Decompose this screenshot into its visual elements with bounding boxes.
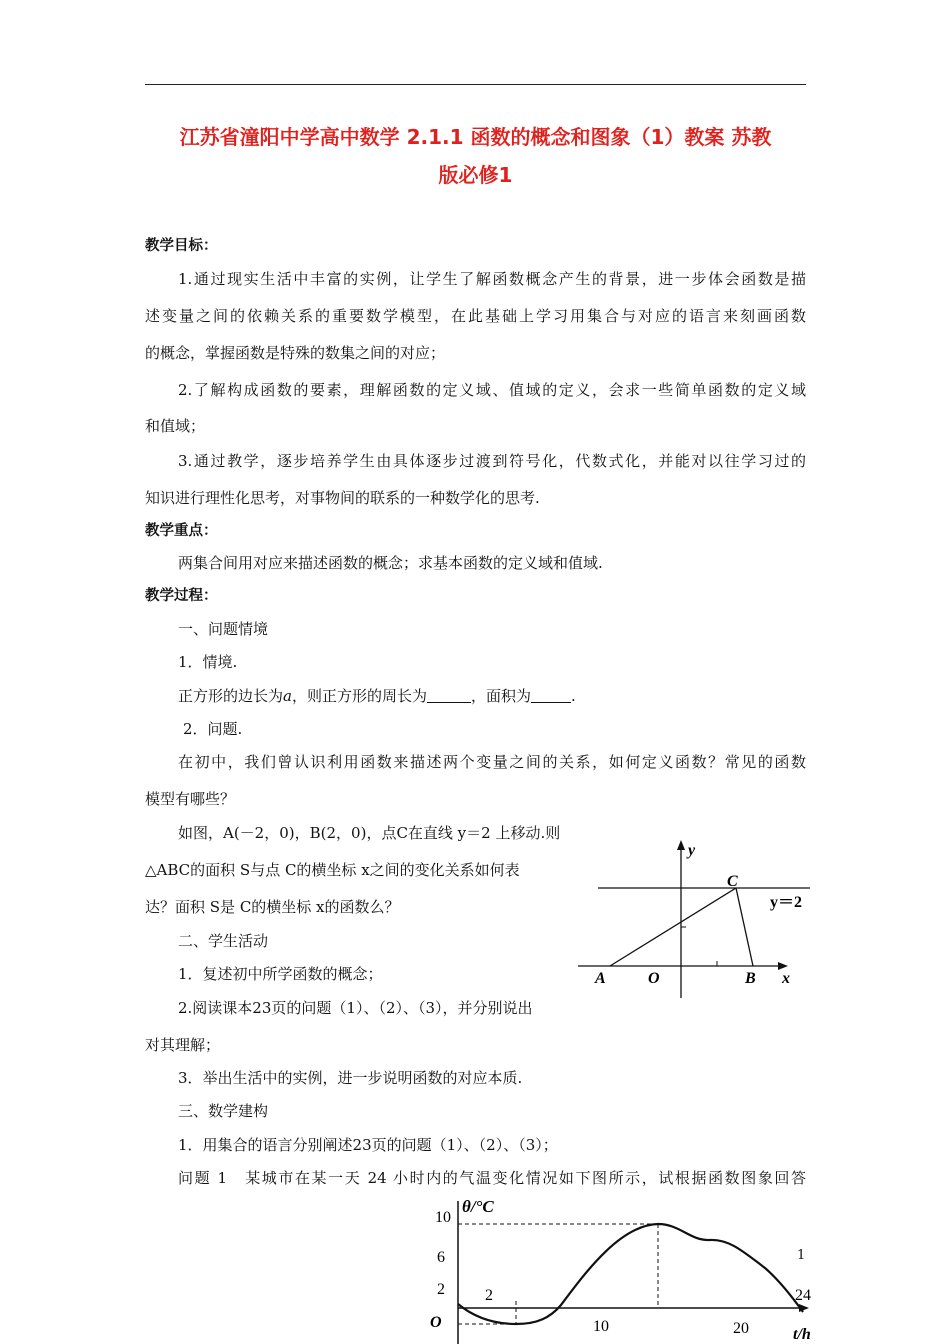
goals-p3-line1: 3.通过教学，逐步培养学生由具体逐步过渡到符号化，代数式化，并能对以往学习过的 [178, 452, 806, 470]
square-text-b: ，则正方形的周长为 [291, 687, 427, 705]
temperature-curve [458, 1224, 806, 1324]
segment-ac [610, 888, 736, 966]
process-heading: 教学过程： [145, 588, 218, 604]
label-b: B [745, 970, 756, 987]
section-3-item-1: 1．用集合的语言分别阐述23页的问题（1）、（2）、（3）； [178, 1136, 558, 1154]
temperature-figure [425, 1193, 825, 1344]
figure-question-line3: 达？面积 S是 C的横坐标 x的函数么？ [145, 898, 400, 916]
ytick-2: 2 [437, 1281, 445, 1298]
header-rule [145, 84, 806, 85]
section-3-heading: 三、数学建构 [178, 1102, 269, 1120]
ytick-10: 10 [435, 1209, 451, 1226]
section-2-heading: 二、学生活动 [178, 932, 269, 950]
label-o: O [648, 970, 660, 987]
goals-p1-line3: 的概念，掌握函数是特殊的数集之间的对应； [145, 344, 446, 362]
problem-1-text: 问题 1 某城市在某一天 24 小时内的气温变化情况如下图所示，试根据函数图象回答 [178, 1169, 806, 1187]
triangle-figure [570, 835, 820, 1005]
square-text-a: 正方形的边长为 [178, 687, 284, 705]
key-points-heading: 教学重点： [145, 523, 218, 539]
xtick-24: 24 [795, 1287, 811, 1304]
question-line2: 模型有哪些？ [145, 790, 236, 808]
figure-question-line2: △ABC的面积 S与点 C的横坐标 x之间的变化关系如何表 [145, 861, 520, 879]
label-theta: θ/°C [462, 1197, 494, 1216]
goals-p3-line2: 知识进行理性化思考，对事物间的联系的一种数学化的思考. [145, 489, 540, 507]
ytick-6: 6 [437, 1249, 445, 1266]
section-1-heading: 一、问题情境 [178, 620, 269, 638]
label-t: t/h [793, 1326, 811, 1343]
square-question [178, 686, 576, 706]
document-title-line1: 江苏省潼阳中学高中数学 2.1.1 函数的概念和图象（1）教案 苏教 [179, 125, 772, 149]
area-blank [531, 688, 571, 703]
label-x: x [782, 970, 790, 987]
square-text-c: ，面积为 [470, 687, 531, 705]
label-c: C [727, 873, 738, 890]
key-points-text: 两集合间用对应来描述函数的概念；求基本函数的定义域和值域. [178, 554, 603, 572]
question-line1: 在初中，我们曾认识利用函数来描述两个变量之间的关系，如何定义函数？常见的函数 [178, 753, 806, 771]
section-2-item-3: 3．举出生活中的实例，进一步说明函数的对应本质. [178, 1069, 523, 1087]
figure-question-line1: 如图，A(－2，0)，B(2，0)，点C在直线 y＝2 上移动.则 [178, 824, 561, 842]
goals-p1-line1: 1.通过现实生活中丰富的实例，让学生了解函数概念产生的背景，进一步体会函数是描 [178, 270, 806, 288]
x-axis-arrow [778, 962, 788, 970]
page-number: 1 [797, 1248, 806, 1263]
section-1-item-2: 2．问题. [183, 720, 243, 738]
goals-p1-line2: 述变量之间的依赖关系的重要数学模型，在此基础上学习用集合与对应的语言来刻画函数 [145, 307, 806, 325]
label-origin: O [430, 1314, 442, 1331]
y-axis-arrow [677, 840, 685, 850]
section-1-item-1: 1．情境. [178, 653, 238, 671]
goals-heading: 教学目标： [145, 238, 218, 254]
xtick-20: 20 [733, 1320, 749, 1337]
section-2-item-2: 2.阅读课本23页的问题（1）、（2）、（3），并分别说出 [178, 999, 533, 1017]
label-y: y [688, 842, 696, 859]
xtick-2: 2 [485, 1287, 493, 1304]
var-a: a [283, 687, 292, 705]
section-2-item-1: 1．复述初中所学函数的概念； [178, 965, 383, 983]
document-title-line2: 版必修1 [438, 163, 513, 187]
goals-p2-line2: 和值域； [145, 417, 206, 435]
label-a: A [595, 970, 606, 987]
label-line: y＝2 [770, 894, 803, 911]
perimeter-blank [427, 688, 471, 703]
goals-p2-line1: 2.了解构成函数的要素，理解函数的定义域、值域的定义，会求一些简单函数的定义域 [178, 381, 806, 399]
section-2-item-2-cont: 对其理解； [145, 1036, 221, 1054]
xtick-10: 10 [593, 1318, 609, 1335]
segment-bc [736, 888, 753, 966]
square-text-d: . [571, 687, 576, 705]
